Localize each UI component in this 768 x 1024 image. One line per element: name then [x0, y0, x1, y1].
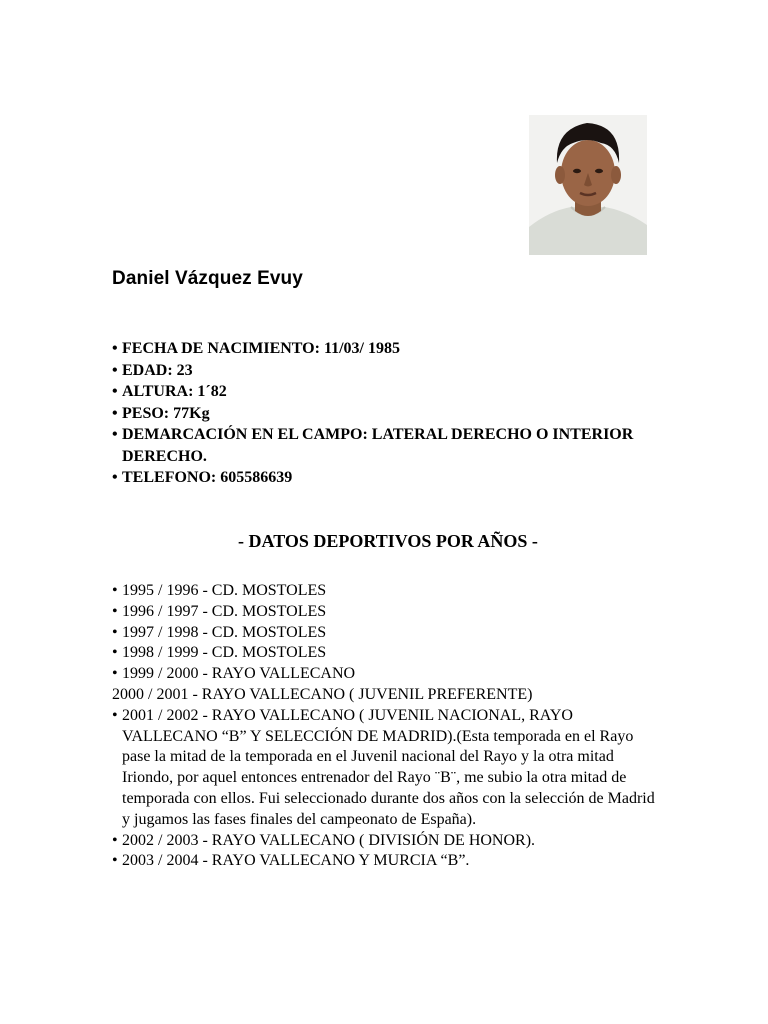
- seasons-list: [112, 581, 657, 872]
- bullet-icon: •: [112, 469, 118, 486]
- bullet-icon: •: [112, 623, 118, 641]
- season-item: • 1995 / 1996 - CD. MOSTOLES: [112, 581, 657, 602]
- season-item: • 2003 / 2004 - RAYO VALLECANO Y MURCIA “B”.: [112, 851, 657, 872]
- season-item: • 1996 / 1997 - CD. MOSTOLES: [112, 602, 657, 623]
- season-item: • 1999 / 2000 - RAYO VALLECANO: [112, 664, 657, 685]
- season-item: • 1998 / 1999 - CD. MOSTOLES: [112, 643, 657, 664]
- season-item: • 1997 / 1998 - CD. MOSTOLES: [112, 623, 657, 644]
- bullet-icon: •: [112, 404, 118, 422]
- bullet-icon: •: [112, 426, 118, 443]
- player-photo: [529, 115, 647, 255]
- player-name: Daniel Vázquez Evuy: [112, 268, 303, 289]
- bullet-icon: •: [112, 831, 118, 849]
- season-item: 2000 / 2001 - RAYO VALLECANO ( JUVENIL PREFERENTE): [112, 685, 533, 703]
- fact-age: • EDAD: 23: [112, 360, 672, 382]
- bullet-icon: •: [112, 665, 118, 683]
- bullet-icon: •: [112, 602, 118, 620]
- personal-facts-list: [112, 338, 672, 489]
- bullet-icon: •: [112, 644, 118, 662]
- bullet-icon: •: [112, 582, 118, 599]
- section-title: - DATOS DEPORTIVOS POR AÑOS -: [238, 531, 538, 551]
- fact-birthdate: • FECHA DE NACIMIENTO: 11/03/ 1985: [112, 338, 672, 360]
- fact-position: • DEMARCACIÓN EN EL CAMPO: LATERAL DERECHO O INTERIOR DERECHO.: [112, 426, 634, 465]
- bullet-icon: •: [112, 706, 118, 724]
- bullet-icon: •: [112, 361, 118, 379]
- bullet-icon: •: [112, 340, 118, 357]
- season-item: • 2001 / 2002 - RAYO VALLECANO ( JUVENIL NACIONAL, RAYO VALLECANO “B” Y SELECCIÓN DE MADRID).(Esta temporada en el Rayo pase la mitad de la temporada en el Juvenil nacional del Rayo y la otra mitad Iriondo, por aquel entonces entrenador del Rayo ¨B¨, me subio la otra mitad de temporada con ellos. Fui seleccionado durante dos años con la selección de Madrid y jugamos las fases finales del campeonato de España).: [112, 706, 655, 828]
- bullet-icon: •: [112, 852, 118, 870]
- season-item: • 2002 / 2003 - RAYO VALLECANO ( DIVISIÓN DE HONOR).: [112, 831, 657, 852]
- fact-weight: • PESO: 77Kg: [112, 403, 672, 425]
- fact-height: • ALTURA: 1´82: [112, 381, 672, 403]
- fact-phone: • TELEFONO: 605586639: [112, 467, 672, 489]
- bullet-icon: •: [112, 383, 118, 400]
- player-portrait-icon: [529, 115, 647, 255]
